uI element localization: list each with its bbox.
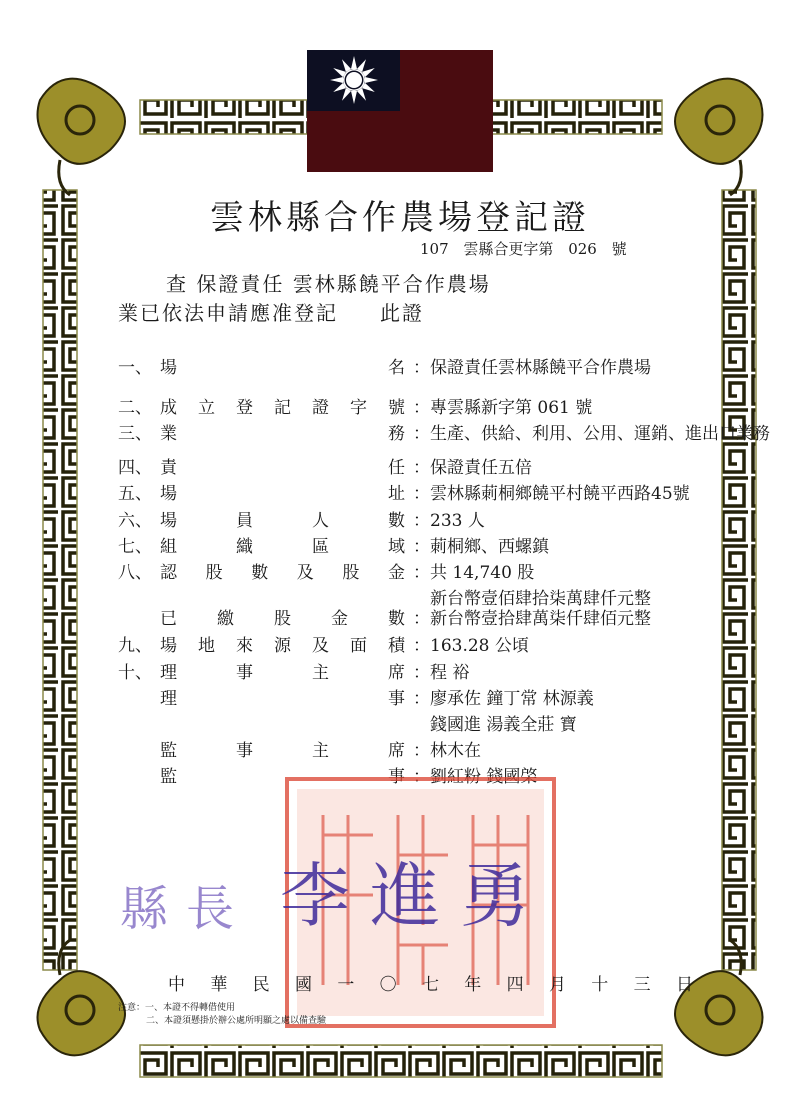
- date-char: 年: [464, 975, 482, 995]
- field-number: 九、: [118, 636, 152, 656]
- field-colon: ：: [413, 636, 430, 656]
- field-value: 雲林縣莿桐鄉饒平村饒平西路45號: [430, 484, 690, 504]
- field-number: 十、: [118, 663, 152, 683]
- field-value: 程 裕: [430, 663, 470, 683]
- field-colon: ：: [413, 458, 430, 478]
- field-label: 理 事 主 席: [160, 663, 405, 683]
- field-colon: ：: [413, 424, 430, 444]
- field-number: 六、: [118, 511, 152, 531]
- field-label: 場 地 來 源 及 面 積: [160, 636, 405, 656]
- field-value-continued: 新台幣壹佰肆拾柒萬肆仟元整: [430, 589, 651, 609]
- date-char: 四: [506, 975, 524, 995]
- field-value: 生產、供給、利用、公用、運銷、進出口業務: [430, 424, 770, 444]
- doc-prefix: 雲縣合更字第: [463, 240, 554, 258]
- issue-date: [168, 970, 693, 995]
- doc-year: 107: [420, 240, 449, 258]
- doc-suffix: 號: [611, 240, 627, 258]
- field-value: 保證責任五倍: [430, 458, 532, 478]
- date-char: 七: [421, 975, 439, 995]
- field-label: 監 事: [160, 767, 405, 787]
- field-value: 共 14,740 股: [430, 563, 535, 583]
- date-char: 一: [337, 975, 355, 995]
- county-magistrate-stamp: 縣長: [120, 881, 253, 937]
- field-number: 八、: [118, 563, 152, 583]
- white-sun-icon: [329, 55, 379, 105]
- note-1: 注意：一、本證不得轉借使用: [118, 1003, 236, 1013]
- field-value: 廖承佐 鐘丁常 林源義: [430, 689, 594, 709]
- field-label: 場 名: [160, 358, 405, 378]
- field-number: 七、: [118, 537, 152, 557]
- field-value-continued: 錢國進 湯義全莊 寶: [430, 715, 577, 735]
- field-colon: ：: [413, 511, 430, 531]
- field-number: 三、: [118, 424, 152, 444]
- national-flag: [307, 50, 493, 172]
- intro-line-2-end: 此證: [380, 301, 424, 325]
- field-label: 認 股 數 及 股 金: [160, 563, 405, 583]
- field-value: 林木在: [430, 741, 481, 761]
- date-char: 華: [210, 975, 228, 995]
- field-value: 233 人: [430, 511, 485, 531]
- field-colon: ：: [413, 689, 430, 709]
- certificate-title: 雲林縣合作農場登記證: [210, 198, 590, 238]
- document-number: [420, 238, 637, 259]
- field-label: 組 織 區 域: [160, 537, 405, 557]
- field-label: 已 繳 股 金 數: [160, 609, 405, 629]
- date-char: 三: [633, 975, 651, 995]
- field-label: 場 址: [160, 484, 405, 504]
- field-colon: ：: [413, 484, 430, 504]
- flag-canton: [307, 50, 400, 111]
- field-number: 一、: [118, 358, 152, 378]
- field-value: 保證責任雲林縣饒平合作農場: [430, 358, 651, 378]
- field-label: 理 事: [160, 689, 405, 709]
- date-char: 國: [294, 975, 312, 995]
- doc-number-value: 026: [568, 240, 597, 258]
- field-colon: ：: [413, 609, 430, 629]
- field-colon: ：: [413, 663, 430, 683]
- date-char: 十: [591, 975, 609, 995]
- field-colon: ：: [413, 767, 430, 787]
- field-label: 監 事 主 席: [160, 741, 405, 761]
- field-value: 專雲縣新字第 061 號: [430, 398, 593, 418]
- field-colon: ：: [413, 358, 430, 378]
- field-number: 二、: [118, 398, 152, 418]
- date-char: 〇: [379, 975, 397, 995]
- intro-line-2-text: 業已依法申請應准登記: [118, 301, 338, 325]
- field-label: 業 務: [160, 424, 405, 444]
- field-number: 四、: [118, 458, 152, 478]
- field-colon: ：: [413, 563, 430, 583]
- field-label: 成 立 登 記 證 字 號: [160, 398, 405, 418]
- field-label: 場 員 人 數: [160, 511, 405, 531]
- note-2: 二、本證須懸掛於辦公處所明顯之處以備查驗: [146, 1016, 327, 1026]
- intro-line-1: 查 保證責任 雲林縣饒平合作農場: [166, 272, 491, 296]
- intro-line-2: [118, 297, 424, 326]
- field-value: 莿桐鄉、西螺鎮: [430, 537, 549, 557]
- date-char: 月: [548, 975, 566, 995]
- field-value: 新台幣壹拾肆萬柒仟肆佰元整: [430, 609, 651, 629]
- field-value: 163.28 公頃: [430, 636, 529, 656]
- field-colon: ：: [413, 537, 430, 557]
- field-colon: ：: [413, 398, 430, 418]
- field-label: 責 任: [160, 458, 405, 478]
- field-number: 五、: [118, 484, 152, 504]
- date-char: 民: [252, 975, 270, 995]
- magistrate-signature: 李進勇: [280, 855, 550, 937]
- date-char: 中: [168, 975, 185, 995]
- date-char: 日: [675, 975, 693, 995]
- field-value: 劉紅粉 錢國棨: [430, 767, 538, 787]
- field-colon: ：: [413, 741, 430, 761]
